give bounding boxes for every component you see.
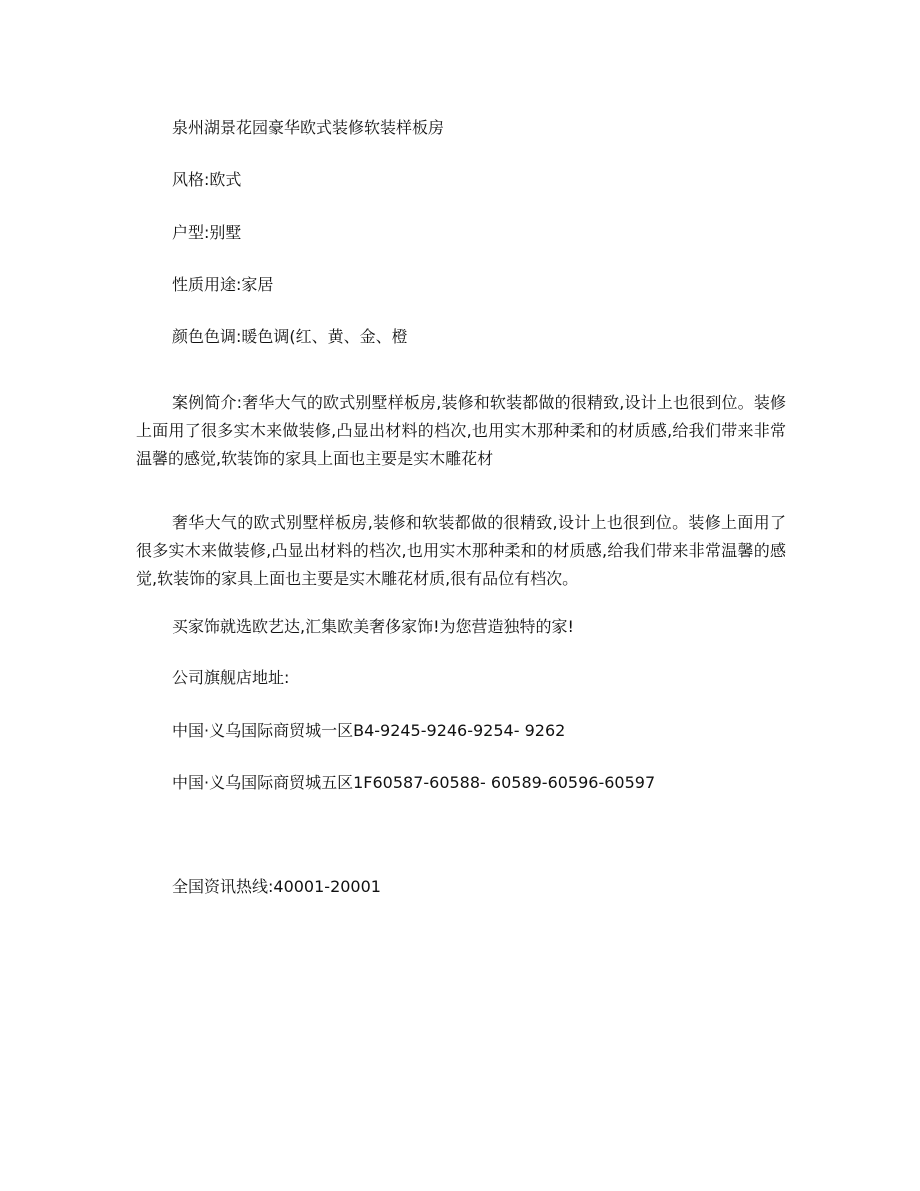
- slogan-line: 买家饰就选欧艺达,汇集欧美奢侈家饰!为您营造独特的家!: [172, 617, 574, 636]
- hotline-line: 全国资讯热线:40001-20001: [172, 877, 381, 896]
- case-intro-paragraph: 案例简介:奢华大气的欧式别墅样板房,装修和软装都做的很精致,设计上也很到位。装修上面用了很多实木来做装修,凸显出材料的档次,也用实木那种柔和的材质感,给我们带来非常温馨的感觉,软装饰的家具上面也主要是实木雕花材: [136, 393, 786, 468]
- address-line-2: 中国·义乌国际商贸城五区1F60587-60588- 60589-60596-60597: [172, 773, 656, 792]
- style-line: 风格:欧式: [172, 170, 242, 189]
- address-line-1: 中国·义乌国际商贸城一区B4-9245-9246-9254- 9262: [172, 721, 566, 740]
- description-paragraph: 奢华大气的欧式别墅样板房,装修和软装都做的很精致,设计上也很到位。装修上面用了很多实木来做装修,凸显出材料的档次,也用实木那种柔和的材质感,给我们带来非常温馨的感觉,软装饰的家具上面也主要是实木雕花材质,很有品位有档次。: [136, 513, 786, 588]
- house-type-line: 户型:别墅: [172, 223, 242, 242]
- color-tone-line: 颜色色调:暖色调(红、黄、金、橙: [172, 327, 408, 346]
- usage-line: 性质用途:家居: [172, 275, 274, 294]
- document-title: 泉州湖景花园豪华欧式装修软装样板房: [172, 118, 445, 137]
- address-label: 公司旗舰店地址:: [172, 668, 290, 687]
